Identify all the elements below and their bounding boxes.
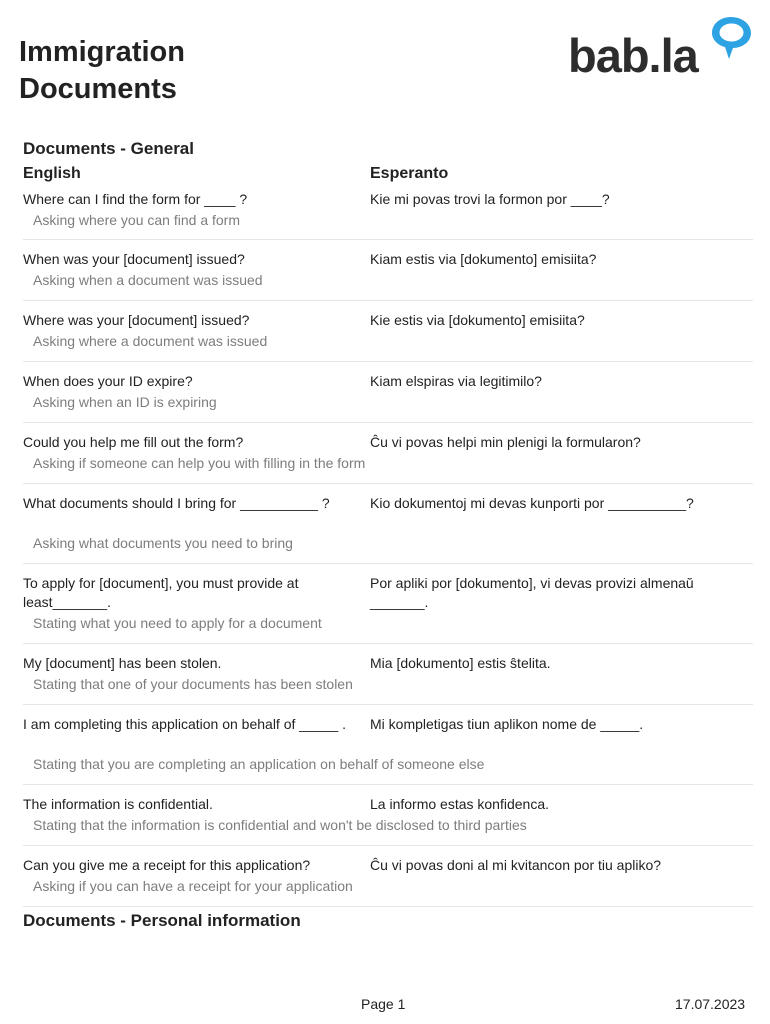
phrase-description: Asking where a document was issued	[33, 333, 268, 349]
phrase-esperanto: Kiam estis via [dokumento] emisiita?	[370, 251, 597, 267]
page-number: Page 1	[361, 996, 406, 1012]
phrase-row	[23, 705, 753, 785]
phrase-row	[23, 644, 753, 705]
phrase-english: Could you help me fill out the form?	[23, 434, 244, 450]
phrase-row	[23, 423, 753, 484]
phrase-esperanto: Ĉu vi povas helpi min plenigi la formularon?	[370, 434, 641, 450]
phrase-english: When does your ID expire?	[23, 373, 193, 389]
column-header-english: English	[23, 165, 81, 182]
phrase-row	[23, 362, 753, 423]
phrase-row	[23, 240, 753, 301]
phrase-esperanto: Mi kompletigas tiun aplikon nome de _____.	[370, 716, 644, 732]
phrase-row	[23, 484, 753, 564]
phrase-row	[23, 846, 753, 907]
column-header-esperanto: Esperanto	[370, 165, 449, 182]
speech-bubble-icon	[709, 15, 754, 63]
phrase-english: The information is confidential.	[23, 796, 213, 812]
section-heading-general: Documents - General	[23, 139, 194, 158]
phrase-row	[23, 785, 753, 846]
phrase-esperanto: Kie estis via [dokumento] emisiita?	[370, 312, 585, 328]
phrase-english: When was your [document] issued?	[23, 251, 245, 267]
phrase-list	[23, 188, 753, 907]
phrase-english: To apply for [document], you must provide at least_______.	[23, 575, 299, 610]
phrase-english: What documents should I bring for __________ ?	[23, 495, 330, 511]
phrase-english: I am completing this application on behalf of _____ .	[23, 716, 346, 732]
phrase-description: Stating that one of your documents has been stolen	[33, 676, 353, 692]
phrase-row	[23, 564, 753, 644]
phrase-description: Asking when an ID is expiring	[33, 394, 217, 410]
phrase-description: Stating that the information is confidential and won't be disclosed to third parties	[33, 817, 527, 833]
phrase-description: Asking when a document was issued	[33, 272, 263, 288]
phrase-row	[23, 188, 753, 240]
phrase-esperanto: Por apliki por [dokumento], vi devas provizi almenaŭ _______.	[370, 575, 694, 610]
phrase-description: Asking if you can have a receipt for your application	[33, 878, 353, 894]
phrase-english: My [document] has been stolen.	[23, 655, 222, 671]
section-heading-personal-information: Documents - Personal information	[23, 911, 301, 930]
phrase-esperanto: La informo estas konfidenca.	[370, 796, 549, 812]
title-line-1: Immigration	[19, 36, 185, 68]
phrase-english: Can you give me a receipt for this application?	[23, 857, 311, 873]
document-date: 17.07.2023	[675, 996, 746, 1012]
logo-text: bab.la	[568, 29, 698, 82]
phrase-description: Stating that you are completing an application on behalf of someone else	[33, 756, 485, 772]
phrase-esperanto: Mia [dokumento] estis ŝtelita.	[370, 655, 551, 671]
phrase-description: Asking what documents you need to bring	[33, 535, 293, 551]
phrase-description: Asking if someone can help you with filling in the form	[33, 455, 366, 471]
phrase-description: Stating what you need to apply for a document	[33, 615, 322, 631]
phrase-esperanto: Kie mi povas trovi la formon por ____?	[370, 191, 610, 207]
phrase-english: Where can I find the form for ____ ?	[23, 191, 248, 207]
phrase-row	[23, 301, 753, 362]
phrase-english: Where was your [document] issued?	[23, 312, 250, 328]
phrase-description: Asking where you can find a form	[33, 212, 240, 228]
document-title	[19, 34, 185, 108]
phrase-esperanto: Kiam elspiras via legitimilo?	[370, 373, 542, 389]
phrase-esperanto: Kio dokumentoj mi devas kunporti por __________?	[370, 495, 694, 511]
babla-logo[interactable]	[566, 15, 756, 83]
phrase-esperanto: Ĉu vi povas doni al mi kvitancon por tiu apliko?	[370, 857, 662, 873]
title-line-2: Documents	[19, 73, 177, 105]
